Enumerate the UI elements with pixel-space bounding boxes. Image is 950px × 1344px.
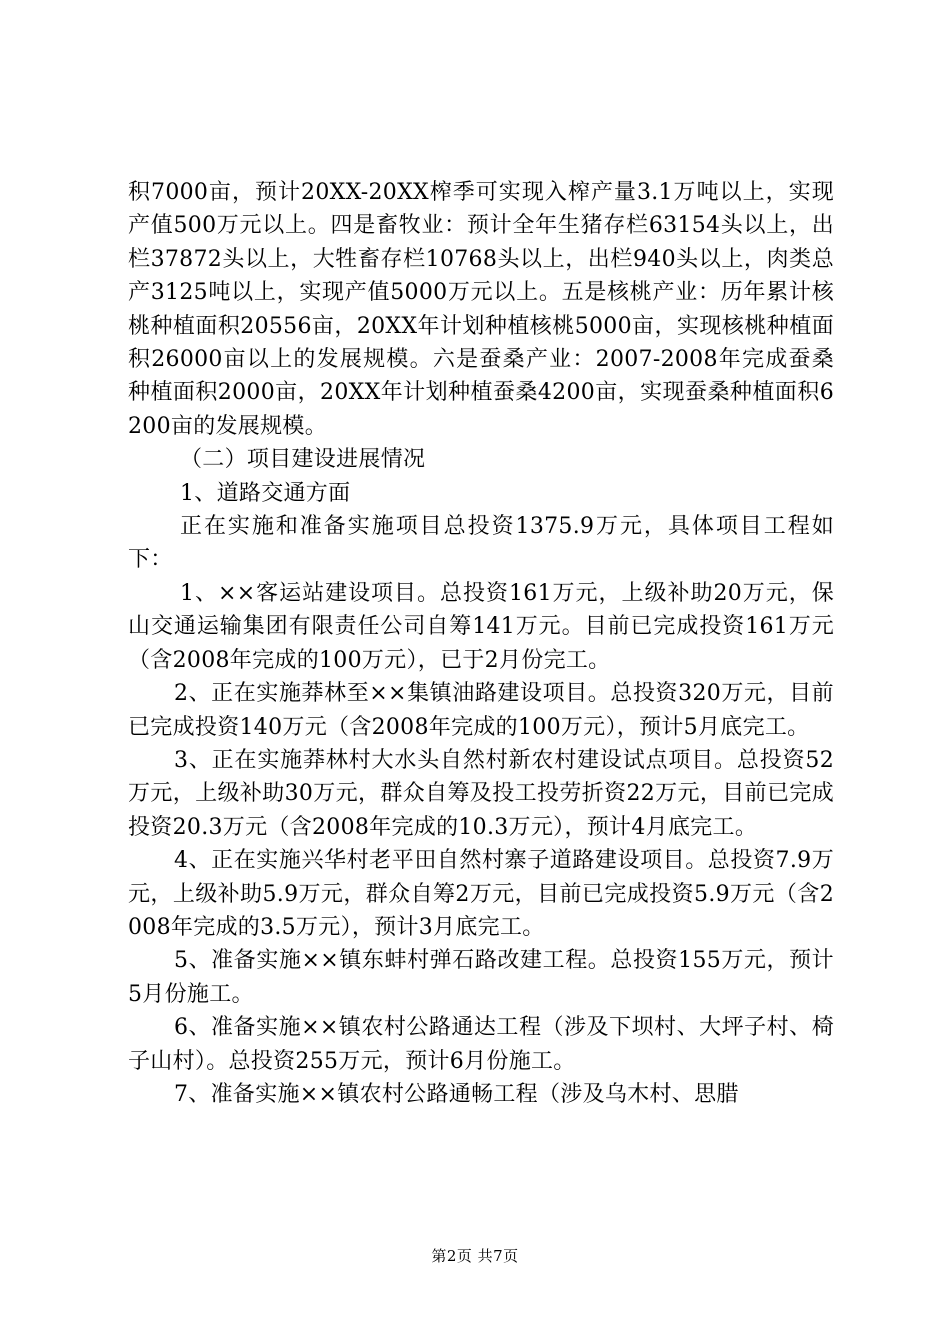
list-item-project-5: 5、准备实施××镇东蚌村弹石路改建工程。总投资155万元，预计5月份施工。	[128, 948, 834, 1007]
section-heading-project-progress: （二）项目建设进展情况	[180, 447, 426, 473]
list-item-project-7: 7、准备实施××镇农村公路通畅工程（涉及乌木村、思腊	[174, 1081, 739, 1107]
subsection-heading-road-traffic: 1、道路交通方面	[180, 480, 351, 506]
list-item-project-3: 3、正在实施莽林村大水头自然村新农村建设试点项目。总投资52万元，上级补助30万元，群众自筹及投工投劳折资22万元，目前已完成投资20.3万元（含2008年完成的10.3万元），预计4月底完工。	[128, 747, 834, 840]
list-item-project-2: 2、正在实施莽林至××集镇油路建设项目。总投资320万元，目前已完成投资140万元（含2008年完成的100万元），预计5月底完工。	[128, 681, 834, 740]
page-footer: 第2页 共7页	[431, 1247, 519, 1265]
list-item-project-4: 4、正在实施兴华村老平田自然村寨子道路建设项目。总投资7.9万元，上级补助5.9万元，群众自筹2万元，目前已完成投资5.9万元（含2008年完成的3.5万元），预计3月底完工。	[128, 848, 834, 940]
paragraph-industry-summary: 积7000亩，预计20XX-20XX榨季可实现入榨产量3.1万吨以上，实现产值500万元以上。四是畜牧业：预计全年生猪存栏63154头以上，出栏37872头以上，大牲畜存栏10768头以上，出栏940头以上，肉类总产3125吨以上，实现产值5000万元以上。五是核桃产业：历年累计核桃种植面积20556亩，20XX年计划种植核桃5000亩，实现核桃种植面积26000亩以上的发展规模。六是蚕桑产业：2007-2008年完成蚕桑种植面积2000亩，20XX年计划种植蚕桑4200亩，实现蚕桑种植面积6200亩的发展规模。	[128, 180, 834, 439]
document-body	[128, 176, 834, 1111]
paragraph-total-investment: 正在实施和准备实施项目总投资1375.9万元，具体项目工程如下：	[128, 514, 834, 573]
list-item-project-1: 1、××客运站建设项目。总投资161万元，上级补助20万元，保山交通运输集团有限责任公司自筹141万元。目前已完成投资161万元（含2008年完成的100万元），已于2月份完工。	[128, 580, 834, 673]
list-item-project-6: 6、准备实施××镇农村公路通达工程（涉及下坝村、大坪子村、椅子山村）。总投资255万元，预计6月份施工。	[128, 1015, 834, 1074]
